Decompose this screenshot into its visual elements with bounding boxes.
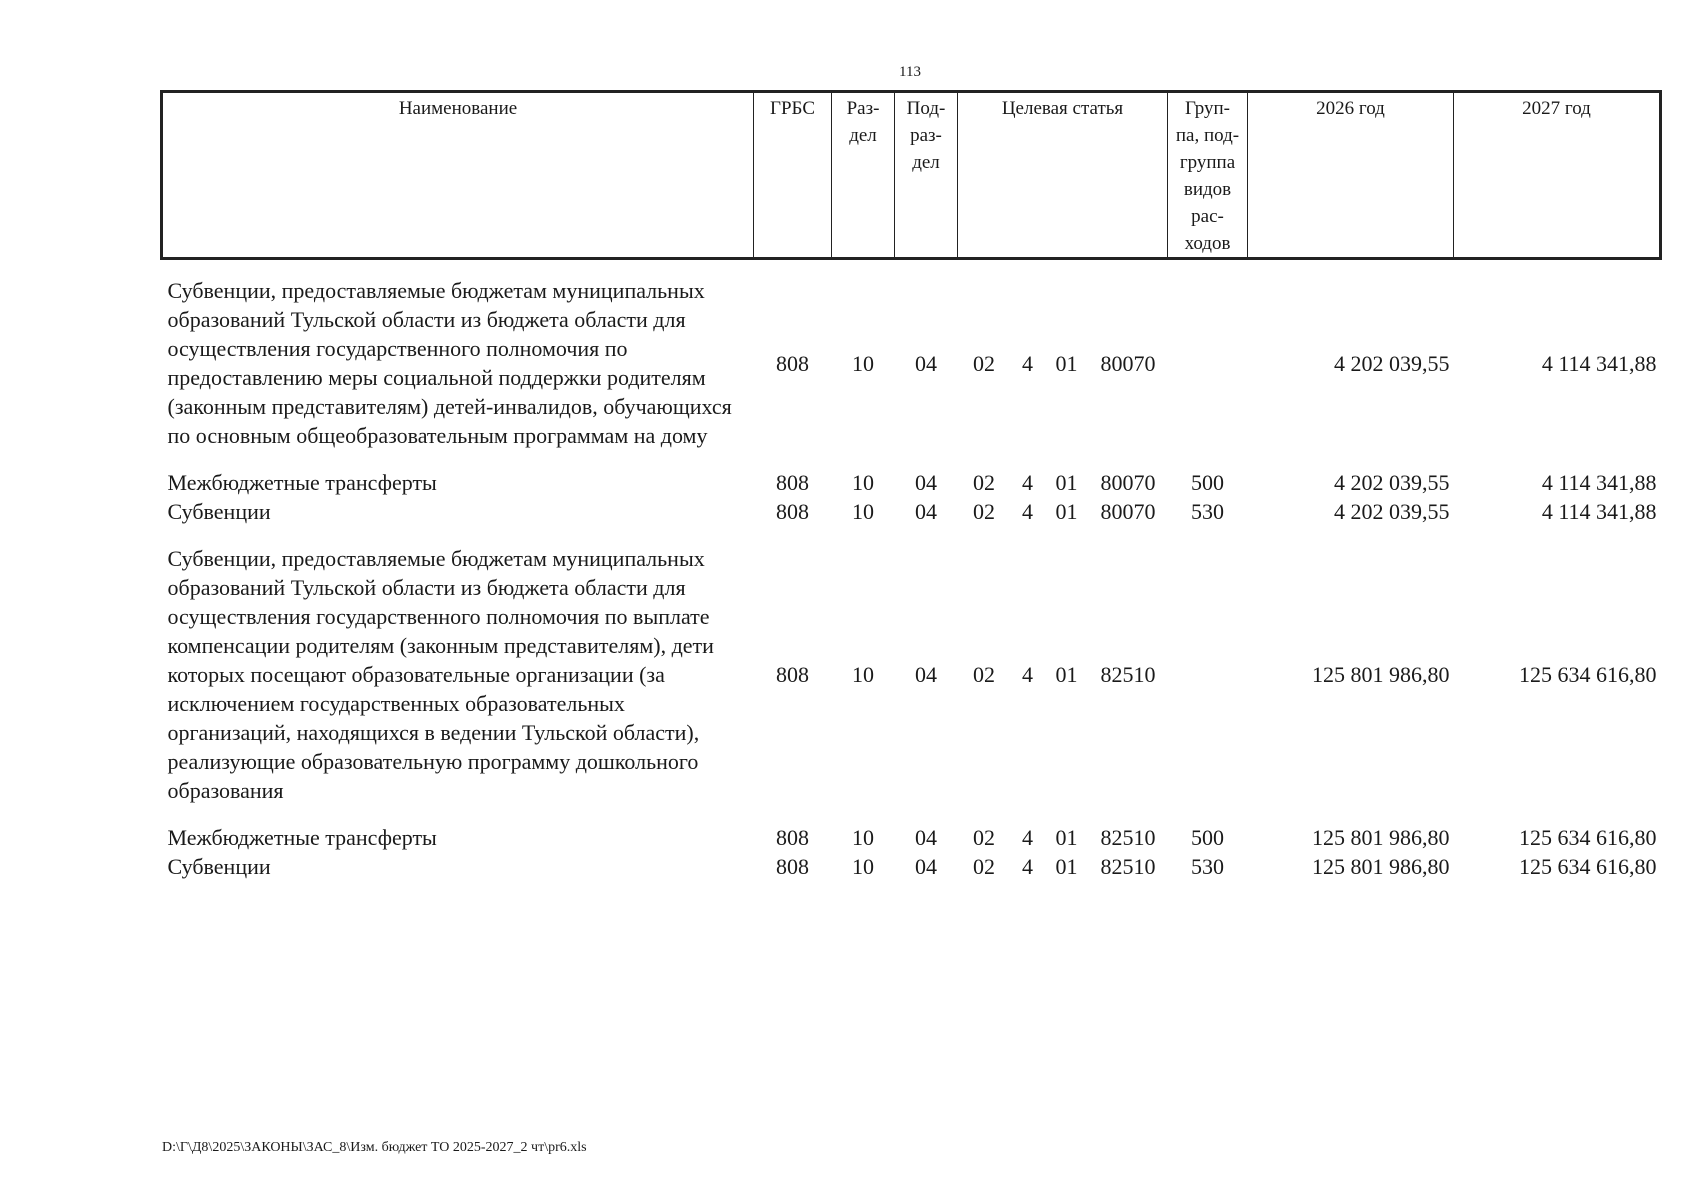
row-grbs: 808 <box>776 854 809 879</box>
row-2027: 125 634 616,80 <box>1519 854 1657 879</box>
header-target-article: Целевая статья <box>958 92 1168 259</box>
row-2026: 4 202 039,55 <box>1334 350 1450 376</box>
row-group: 500 <box>1191 825 1224 850</box>
row-target-3: 01 <box>1055 499 1078 524</box>
row-target-2: 4 <box>1022 499 1033 524</box>
row-target-3: 01 <box>1055 350 1078 376</box>
row-target-3: 01 <box>1055 470 1078 495</box>
row-podrazdel: 04 <box>915 662 937 687</box>
row-target-4: 82510 <box>1100 662 1156 687</box>
row-grbs: 808 <box>776 662 809 687</box>
row-group: 530 <box>1191 854 1224 879</box>
header-2026: 2026 год <box>1248 92 1454 259</box>
row-target-3: 01 <box>1055 854 1078 879</box>
row-grbs: 808 <box>776 825 809 850</box>
row-razdel: 10 <box>852 825 874 850</box>
row-target-2: 4 <box>1022 854 1033 879</box>
row-grbs: 808 <box>776 499 809 524</box>
row-grbs: 808 <box>776 470 809 495</box>
row-2026: 4 202 039,55 <box>1334 499 1450 524</box>
row-name: Межбюджетные трансферты <box>167 470 437 495</box>
row-podrazdel: 04 <box>915 854 937 879</box>
row-target-4: 80070 <box>1100 499 1156 524</box>
row-2026: 125 801 986,80 <box>1312 854 1450 879</box>
row-podrazdel: 04 <box>915 470 937 495</box>
row-2027: 4 114 341,88 <box>1541 470 1657 495</box>
table-row <box>162 497 1661 526</box>
row-razdel: 10 <box>852 470 874 495</box>
table-row <box>162 805 1661 852</box>
row-target-4: 80070 <box>1100 470 1156 495</box>
row-2027: 125 634 616,80 <box>1519 662 1657 687</box>
row-group: 500 <box>1191 470 1224 495</box>
row-podrazdel: 04 <box>915 825 937 850</box>
header-grbs: ГРБС <box>754 92 832 259</box>
table-row <box>162 259 1661 451</box>
row-target-1: 02 <box>973 825 995 850</box>
row-target-3: 01 <box>1055 825 1078 850</box>
header-razdel: Раз- дел <box>832 92 895 259</box>
row-target-2: 4 <box>1022 662 1033 687</box>
row-name: Субвенции <box>167 854 271 879</box>
row-target-2: 4 <box>1022 350 1033 376</box>
row-razdel: 10 <box>852 499 874 524</box>
row-2026: 125 801 986,80 <box>1312 825 1450 850</box>
row-target-1: 02 <box>973 662 995 687</box>
header-podrazdel: Под- раз- дел <box>895 92 958 259</box>
file-path-footer: D:\Г\Д8\2025\ЗАКОНЫ\ЗАС_8\Изм. бюджет ТО 2025-2027_2 чт\pr6.xls <box>162 1140 587 1155</box>
row-razdel: 10 <box>852 854 874 879</box>
budget-table <box>160 90 1662 881</box>
row-group <box>1168 259 1248 451</box>
table-row <box>162 852 1661 881</box>
row-target-3: 01 <box>1055 662 1078 687</box>
row-podrazdel: 04 <box>915 350 937 376</box>
row-target-2: 4 <box>1022 470 1033 495</box>
row-target-4: 82510 <box>1100 854 1156 879</box>
row-grbs: 808 <box>776 350 809 376</box>
row-group <box>1168 526 1248 805</box>
row-target-1: 02 <box>973 470 995 495</box>
row-name: Субвенции, предоставляемые бюджетам муниципальных образований Тульской области из бюджета области для осуществления государственного полномочия по предоставлению меры социальной поддержки родителям (законным представителям) детей-инвалидов, обучающихся по основным общеобразовательным программам на дому <box>167 278 732 448</box>
row-2026: 125 801 986,80 <box>1312 662 1450 687</box>
row-podrazdel: 04 <box>915 499 937 524</box>
row-razdel: 10 <box>852 350 874 376</box>
row-razdel: 10 <box>852 662 874 687</box>
row-target-1: 02 <box>973 499 995 524</box>
table-header-row <box>162 92 1661 259</box>
row-2027: 4 114 341,88 <box>1541 499 1657 524</box>
page-number: 113 <box>899 64 921 80</box>
row-2026: 4 202 039,55 <box>1334 470 1450 495</box>
row-target-1: 02 <box>973 854 995 879</box>
table-row <box>162 450 1661 497</box>
header-expense-group: Груп- па, под- группа видов рас- ходов <box>1168 92 1248 259</box>
row-2027: 4 114 341,88 <box>1541 350 1657 376</box>
header-2027: 2027 год <box>1454 92 1661 259</box>
row-target-4: 80070 <box>1100 350 1156 376</box>
row-name: Субвенции, предоставляемые бюджетам муниципальных образований Тульской области из бюджета области для осуществления государственного полномочия по выплате компенсации родителям (законным представителям), дети которых посещают образовательные организации (за исключением государственных образовательных организаций, находящихся в ведении Тульской области), реализующие образовательную программу дошкольного образования <box>167 546 714 803</box>
table-row <box>162 526 1661 805</box>
header-name: Наименование <box>162 92 754 259</box>
row-target-2: 4 <box>1022 825 1033 850</box>
row-group: 530 <box>1191 499 1224 524</box>
row-name: Межбюджетные трансферты <box>167 825 437 850</box>
row-2027: 125 634 616,80 <box>1519 825 1657 850</box>
row-target-4: 82510 <box>1100 825 1156 850</box>
row-name: Субвенции <box>167 499 271 524</box>
row-target-1: 02 <box>973 350 995 376</box>
